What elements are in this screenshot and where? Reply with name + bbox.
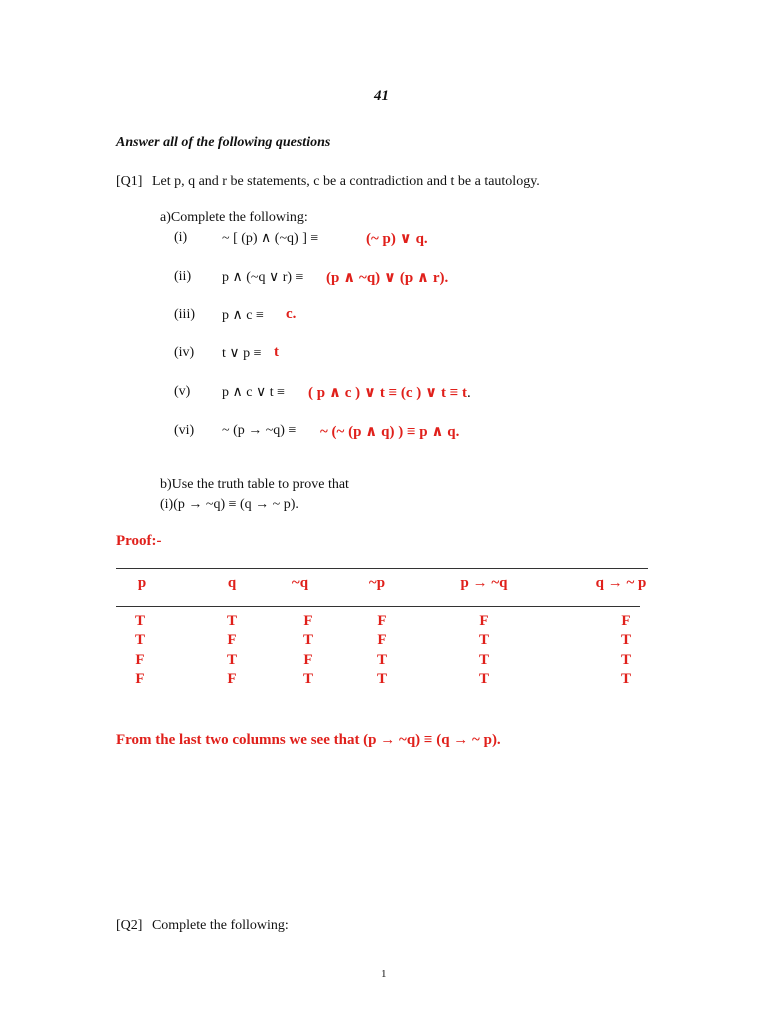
q2-text: Complete the following: xyxy=(151,918,289,933)
truth-table-cell: T xyxy=(620,632,631,648)
item-answer: (p ∧ ~q) ∨ (p ∧ r). xyxy=(326,270,449,286)
table-header-rule xyxy=(116,606,640,607)
truth-table-cell: T xyxy=(226,652,237,668)
item-expression: p ∧ c ≡ xyxy=(222,308,264,323)
truth-table-cell: F xyxy=(135,652,145,668)
item-answer-tail: . xyxy=(467,385,471,401)
truth-table-cell: F xyxy=(621,613,631,629)
truth-table-cell: T xyxy=(620,652,631,668)
item-expression: p ∧ (~q ∨ r) ≡ xyxy=(222,270,304,285)
truth-table-cell: T xyxy=(478,652,489,668)
page-number-top: 41 xyxy=(374,88,389,104)
truth-table-cell: F xyxy=(303,652,313,668)
item-expression: p ∧ c ∨ t ≡ xyxy=(222,385,285,400)
item-expression: ~ [ (p) ∧ (~q) ] ≡ xyxy=(222,231,319,246)
part-b-statement: (i)(p → ~q) ≡ (q → ~ p). xyxy=(160,497,299,512)
item-expression: ~ (p → ~q) ≡ xyxy=(222,423,297,438)
instructions-heading: Answer all of the following questions xyxy=(116,135,331,150)
item-answer: ( p ∧ c ) ∨ t ≡ (c ) ∨ t ≡ t xyxy=(308,385,468,401)
item-answer: (~ p) ∨ q. xyxy=(366,231,428,247)
proof-conclusion: From the last two columns we see that (p → ~q) ≡ (q → ~ p). xyxy=(116,732,501,748)
part-a-title: a)Complete the following: xyxy=(160,210,308,225)
truth-table-cell: F xyxy=(377,632,387,648)
item-number: (iii) xyxy=(174,307,195,322)
part-b-title: b)Use the truth table to prove that xyxy=(160,477,349,492)
truth-table-cell: T xyxy=(376,671,387,687)
q1-line xyxy=(116,174,540,190)
truth-table-cell: F xyxy=(377,613,387,629)
truth-table-cell: F xyxy=(227,671,237,687)
item-number: (vi) xyxy=(174,423,195,438)
truth-table-cell: T xyxy=(620,671,631,687)
item-number: (i) xyxy=(174,230,188,245)
item-answer-line xyxy=(308,383,471,402)
truth-table-header: p → ~q xyxy=(460,575,508,591)
truth-table-header: ~p xyxy=(368,575,386,591)
item-number: (v) xyxy=(174,384,191,399)
q2-label: [Q2] xyxy=(116,918,143,933)
q1-text: Let p, q and r be statements, c be a contradiction and t be a tautology. xyxy=(151,174,540,189)
item-answer: c. xyxy=(286,306,297,322)
truth-table-cell: T xyxy=(226,613,237,629)
truth-table-cell: F xyxy=(479,613,489,629)
item-number: (iv) xyxy=(174,345,195,360)
truth-table-header: p xyxy=(137,575,147,591)
truth-table-header: q → ~ p xyxy=(595,575,647,591)
truth-table-cell: F xyxy=(303,613,313,629)
truth-table-cell: T xyxy=(478,632,489,648)
truth-table-header: q xyxy=(227,575,237,591)
truth-table-cell: F xyxy=(135,671,145,687)
proof-label: Proof:- xyxy=(116,533,162,549)
truth-table-header: ~q xyxy=(291,575,309,591)
truth-table-cell: T xyxy=(134,632,145,648)
item-expression: t ∨ p ≡ xyxy=(222,346,262,361)
truth-table-cell: F xyxy=(227,632,237,648)
table-top-rule xyxy=(116,568,648,569)
item-number: (ii) xyxy=(174,269,192,284)
q2-line xyxy=(116,918,289,934)
item-answer: ~ (~ (p ∧ q) ) ≡ p ∧ q. xyxy=(320,424,460,440)
truth-table-cell: T xyxy=(478,671,489,687)
q1-label: [Q1] xyxy=(116,174,143,189)
footer-page-number: 1 xyxy=(381,968,387,980)
truth-table-cell: T xyxy=(302,671,313,687)
item-answer: t xyxy=(274,344,279,360)
truth-table-cell: T xyxy=(376,652,387,668)
truth-table-cell: T xyxy=(302,632,313,648)
truth-table-cell: T xyxy=(134,613,145,629)
